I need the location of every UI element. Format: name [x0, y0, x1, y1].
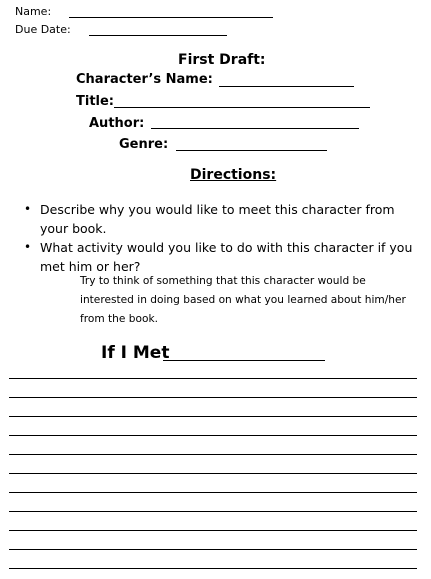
writing-line[interactable] [9, 397, 417, 398]
title-blank[interactable] [114, 107, 370, 108]
genre-label: Genre: [119, 137, 169, 152]
name-blank[interactable] [69, 17, 273, 18]
due-date-blank[interactable] [89, 35, 227, 36]
writing-line[interactable] [9, 378, 417, 379]
direction-bullet-2: What activity would you like to do with this character if you met him or her? [40, 240, 413, 274]
character-name-blank[interactable] [219, 86, 354, 87]
character-name-label: Character’s Name: [76, 72, 213, 87]
writing-line[interactable] [9, 568, 417, 569]
if-i-met-title: If I Met [101, 343, 170, 363]
bullet-dot: • [24, 240, 32, 254]
name-label: Name: [15, 5, 52, 18]
directions-title: Directions: [190, 167, 277, 183]
writing-line[interactable] [9, 435, 417, 436]
bullet-dot: • [24, 202, 32, 216]
directions-note: Try to think of something that this character would be interested in doing based on what you learned about him/her from the book. [80, 275, 406, 325]
first-draft-title: First Draft: [178, 52, 266, 68]
writing-line[interactable] [9, 473, 417, 474]
author-blank[interactable] [151, 128, 359, 129]
writing-line[interactable] [9, 530, 417, 531]
due-date-label: Due Date: [15, 23, 71, 36]
title-label: Title: [76, 94, 115, 109]
writing-line[interactable] [9, 549, 417, 550]
writing-line[interactable] [9, 492, 417, 493]
if-i-met-blank[interactable] [163, 360, 325, 361]
genre-blank[interactable] [176, 150, 327, 151]
author-label: Author: [89, 116, 145, 131]
writing-line[interactable] [9, 416, 417, 417]
writing-line[interactable] [9, 454, 417, 455]
writing-line[interactable] [9, 511, 417, 512]
direction-bullet-1: Describe why you would like to meet this character from your book. [40, 202, 395, 236]
